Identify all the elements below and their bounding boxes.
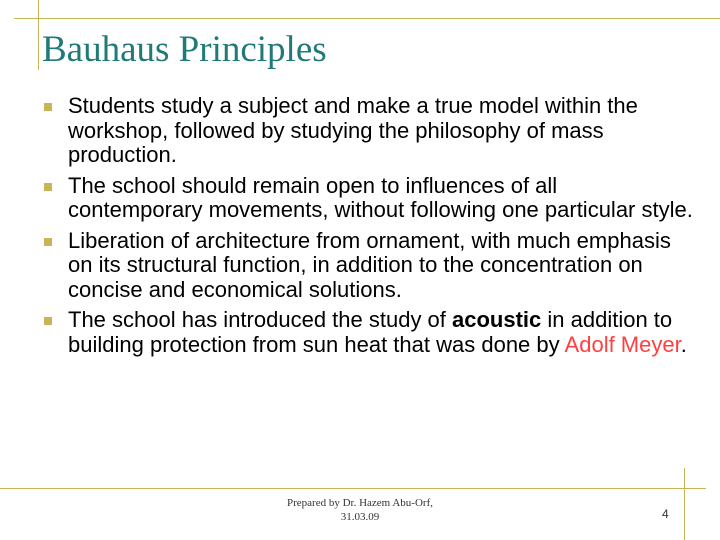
bullet-text-middle: in addition to building protection from sun heat that was done by: [68, 307, 673, 357]
square-bullet-icon: [44, 317, 52, 325]
bullet-text: The school should remain open to influences of all contemporary movements, without following one particular style.: [68, 172, 693, 222]
footer: [230, 496, 490, 524]
square-bullet-icon: [44, 238, 52, 246]
footer-line-2: 31.03.09: [340, 511, 380, 523]
bullet-text-after: .: [680, 331, 687, 357]
page-number: 4: [662, 507, 669, 521]
square-bullet-icon: [44, 103, 52, 111]
top-horizontal-rule: [14, 18, 720, 19]
slide-title: Bauhaus Principles: [42, 29, 327, 70]
highlighted-name: Adolf Meyer: [564, 331, 681, 357]
square-bullet-icon: [44, 183, 52, 191]
bold-term: acoustic: [452, 307, 542, 332]
bullet-item: [44, 229, 696, 303]
footer-line-1: Prepared by Dr. Hazem Abu-Orf,: [286, 497, 433, 509]
bullet-item: [44, 94, 696, 168]
bullet-list: [44, 94, 696, 363]
bullet-item: [44, 174, 696, 223]
bottom-horizontal-rule: [0, 488, 706, 489]
bullet-text: Liberation of architecture from ornament, with much emphasis on its structural function, in addition to the concentration on concise and economical solutions.: [68, 227, 671, 302]
bullet-text: Students study a subject and make a true model within the workshop, followed by studying the philosophy of mass production.: [68, 93, 638, 167]
bullet-item: [44, 308, 696, 357]
bullet-text-before: The school has introduced the study of: [68, 307, 453, 332]
bottom-vertical-rule: [684, 468, 685, 540]
top-vertical-rule: [38, 0, 39, 70]
